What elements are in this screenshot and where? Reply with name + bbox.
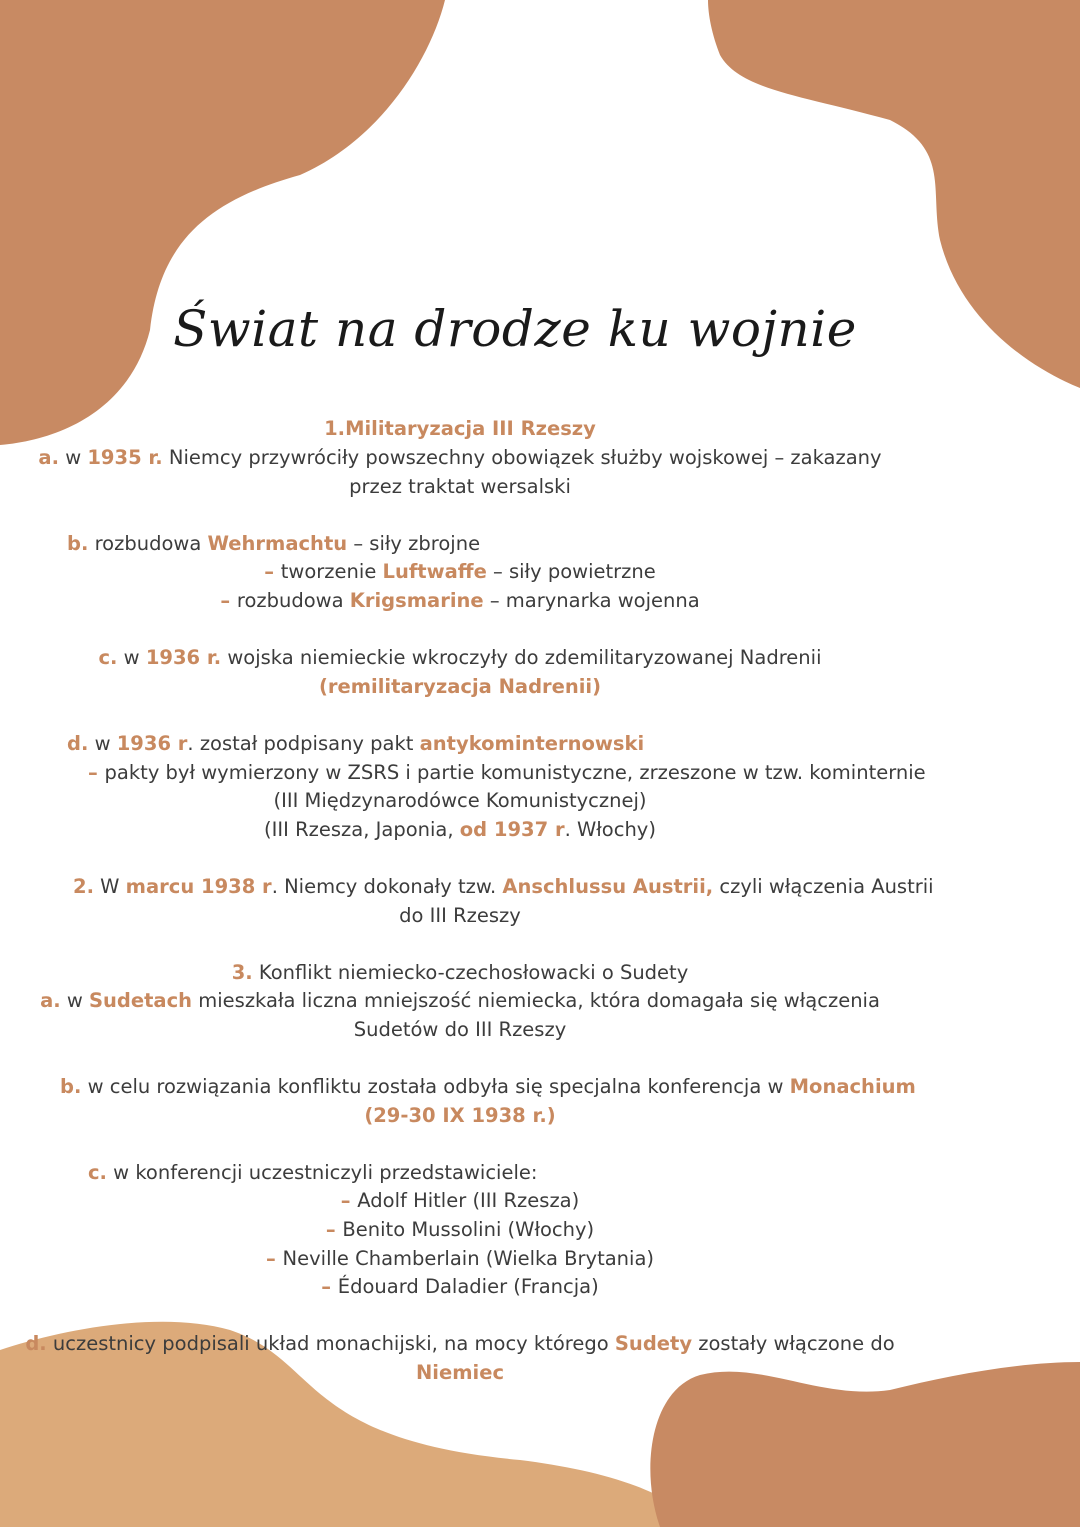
section-1d-line-1 <box>67 730 644 758</box>
participant-item <box>0 1245 920 1273</box>
text: (III Rzesza, Japonia, <box>264 818 460 841</box>
section-1c-line-1 <box>0 644 920 672</box>
keyword: Sudety <box>614 1332 693 1355</box>
text: . został podpisany pakt <box>187 732 420 755</box>
text: W <box>93 875 126 898</box>
keyword: Krigsmarine <box>349 589 484 612</box>
text: . Niemcy dokonały tzw. <box>271 875 503 898</box>
text: . Włochy) <box>564 818 656 841</box>
text: w celu rozwiązania konfliktu została odbyła się specjalna konferencja w <box>81 1075 790 1098</box>
section-3a-line-2: Sudetów do III Rzeszy <box>353 1018 567 1041</box>
section-1d-line-3: (III Międzynarodówce Komunistycznej) <box>273 789 647 812</box>
keyword: Sudetach <box>89 989 193 1012</box>
marker: d. <box>25 1332 47 1355</box>
section-3d-line-2: Niemiec <box>415 1361 505 1384</box>
participant-name: Édouard Daladier (Francja) <box>337 1275 599 1298</box>
text: tworzenie <box>280 560 383 583</box>
page-title: Świat na drodze ku wojnie <box>173 300 857 358</box>
dash: – <box>265 1247 283 1270</box>
section-2-line-2: do III Rzeszy <box>399 904 521 927</box>
text: rozbudowa <box>88 532 208 555</box>
year: 1935 r. <box>87 446 163 469</box>
marker: c. <box>88 1161 107 1184</box>
section-1b-line-2 <box>0 558 920 586</box>
marker: a. <box>40 989 61 1012</box>
dash: – <box>220 589 237 612</box>
year: 1936 r. <box>145 646 222 669</box>
text: czyli włączenia Austrii <box>713 875 934 898</box>
keyword: Anschlussu Austrii, <box>502 875 714 898</box>
text: uczestnicy podpisali układ monachijski, na mocy którego <box>46 1332 615 1355</box>
year: 1936 r <box>116 732 188 755</box>
marker: a. <box>38 446 59 469</box>
text: zostały włączone do <box>692 1332 895 1355</box>
marker: c. <box>98 646 118 669</box>
marker: 3. <box>231 961 253 984</box>
text: wojska niemieckie wkroczyły do zdemilitaryzowanej Nadrenii <box>221 646 822 669</box>
keyword: Wehrmachtu <box>207 532 348 555</box>
text: – siły zbrojne <box>347 532 481 555</box>
text: mieszkała liczna mniejszość niemiecka, która domagała się włączenia <box>192 989 880 1012</box>
text: pakty był wymierzony w ZSRS i partie komunistyczne, zrzeszone w tzw. kominternie <box>104 761 926 784</box>
dash: – <box>264 560 281 583</box>
section-1c-line-2: (remilitaryzacja Nadrenii) <box>318 675 602 698</box>
dash: – <box>325 1218 343 1241</box>
text: – siły powietrzne <box>486 560 656 583</box>
section-3d-line-1 <box>0 1330 920 1358</box>
text: Niemcy przywróciły powszechny obowiązek służby wojskowej – zakazany <box>162 446 882 469</box>
section-1d-line-4 <box>0 816 920 844</box>
participant-name: Neville Chamberlain (Wielka Brytania) <box>282 1247 655 1270</box>
section-3a-line-1 <box>0 987 920 1015</box>
participant-item <box>0 1187 920 1215</box>
text: rozbudowa <box>236 589 350 612</box>
section-1a-line-2: przez traktat wersalski <box>349 475 571 498</box>
marker: d. <box>67 732 89 755</box>
section-1d-line-2 <box>88 759 926 787</box>
dash: – <box>340 1189 358 1212</box>
text: w <box>117 646 146 669</box>
section-1b-line-3 <box>0 587 920 615</box>
keyword: Monachium <box>789 1075 916 1098</box>
participant-name: Benito Mussolini (Włochy) <box>342 1218 595 1241</box>
section-1-heading: 1.Militaryzacja III Rzeszy <box>324 417 596 440</box>
section-2-line-1 <box>73 873 934 901</box>
section-3-heading <box>0 959 920 987</box>
section-3b-line-2: (29-30 IX 1938 r.) <box>364 1104 556 1127</box>
marker: 2. <box>73 875 94 898</box>
keyword: antykominternowski <box>419 732 645 755</box>
section-1a-line-1 <box>0 444 920 472</box>
participant-item <box>0 1273 920 1301</box>
text: Konflikt niemiecko-czechosłowacki o Sudety <box>252 961 689 984</box>
dash: – <box>321 1275 338 1298</box>
marker: b. <box>60 1075 82 1098</box>
marker: b. <box>67 532 89 555</box>
keyword: od 1937 r <box>459 818 565 841</box>
participant-item <box>0 1216 920 1244</box>
text: w konferencji uczestniczyli przedstawiciele: <box>106 1161 538 1184</box>
text: w <box>59 446 88 469</box>
participant-name: Adolf Hitler (III Rzesza) <box>357 1189 580 1212</box>
text: – marynarka wojenna <box>483 589 700 612</box>
dash: – <box>88 761 105 784</box>
text: w <box>88 732 117 755</box>
section-1b-line-1 <box>67 530 480 558</box>
section-3b-line-1 <box>60 1073 916 1101</box>
keyword: marcu 1938 r <box>125 875 272 898</box>
text: w <box>60 989 89 1012</box>
section-3c-line-1 <box>88 1159 537 1187</box>
keyword: Luftwaffe <box>382 560 487 583</box>
